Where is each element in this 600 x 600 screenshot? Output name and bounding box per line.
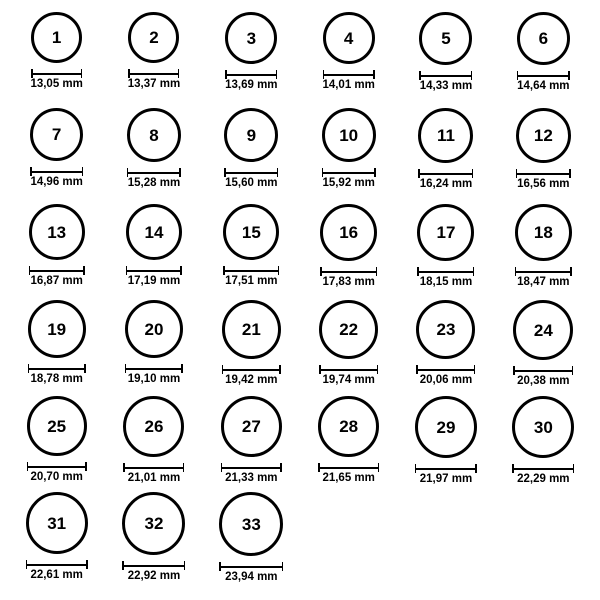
dimension-tick-left bbox=[516, 169, 518, 178]
ring-size-label: 3 bbox=[246, 28, 257, 48]
ring-size-label: 27 bbox=[241, 417, 261, 436]
ring-circle bbox=[223, 204, 279, 260]
dimension-bar bbox=[516, 173, 571, 175]
ring-size-label: 13 bbox=[47, 222, 67, 242]
ring-size-label: 5 bbox=[441, 29, 451, 48]
ring-size-cell bbox=[105, 396, 202, 492]
dimension-tick-right bbox=[184, 561, 186, 570]
ring-size-cell bbox=[495, 396, 592, 492]
ring-circle bbox=[320, 204, 377, 261]
ring-size-label: 22 bbox=[339, 320, 359, 339]
ring-size-cell bbox=[495, 204, 592, 300]
dimension-tick-right bbox=[82, 167, 84, 176]
dimension-tick-right bbox=[573, 464, 575, 473]
dimension-annotation bbox=[128, 69, 180, 91]
ring-size-label: 30 bbox=[533, 417, 553, 437]
dimension-annotation bbox=[123, 463, 184, 485]
ring-size-cell bbox=[397, 204, 494, 300]
ring-diameter-label: 22,92 mm bbox=[127, 570, 181, 582]
dimension-tick-right bbox=[278, 266, 280, 275]
dimension-tick-right bbox=[373, 70, 375, 79]
ring-size-cell bbox=[203, 396, 300, 492]
ring-diameter-label: 14,96 mm bbox=[30, 176, 83, 188]
ring-size-cell bbox=[105, 204, 202, 300]
dimension-annotation bbox=[125, 364, 183, 386]
ring-diameter-label: 14,33 mm bbox=[419, 80, 473, 92]
dimension-tick-left bbox=[517, 71, 519, 80]
dimension-bar bbox=[219, 566, 283, 568]
dimension-annotation bbox=[322, 168, 376, 190]
dimension-tick-right bbox=[179, 168, 181, 177]
dimension-line bbox=[419, 71, 472, 79]
ring-diameter-label: 23,94 mm bbox=[225, 571, 278, 583]
dimension-tick-right bbox=[572, 366, 574, 375]
dimension-tick-right bbox=[374, 168, 376, 177]
ring-size-cell bbox=[105, 12, 202, 108]
dimension-bar bbox=[222, 369, 281, 371]
dimension-bar bbox=[122, 565, 185, 567]
dimension-annotation bbox=[319, 365, 378, 387]
dimension-annotation bbox=[223, 266, 279, 288]
ring-diameter-label: 19,42 mm bbox=[225, 374, 278, 386]
dimension-tick-left bbox=[416, 365, 418, 374]
dimension-line bbox=[219, 562, 283, 570]
ring-size-cell bbox=[8, 12, 105, 108]
dimension-tick-right bbox=[377, 365, 379, 374]
dimension-tick-left bbox=[26, 560, 28, 569]
ring-diameter-label: 21,01 mm bbox=[127, 472, 181, 484]
dimension-annotation bbox=[418, 169, 473, 191]
dimension-line bbox=[319, 365, 378, 373]
dimension-bar bbox=[26, 564, 88, 566]
dimension-annotation bbox=[26, 560, 88, 582]
ring-size-label: 10 bbox=[339, 125, 359, 145]
dimension-tick-right bbox=[475, 464, 477, 473]
dimension-line bbox=[418, 169, 473, 177]
ring-diameter-label: 18,47 mm bbox=[517, 276, 570, 288]
dimension-annotation bbox=[221, 463, 282, 485]
dimension-bar bbox=[127, 172, 181, 174]
ring-circle bbox=[31, 12, 82, 63]
ring-circle bbox=[219, 492, 283, 556]
dimension-bar bbox=[30, 171, 83, 173]
dimension-tick-right bbox=[276, 70, 278, 79]
ring-size-label: 21 bbox=[241, 320, 261, 339]
dimension-bar bbox=[31, 73, 82, 75]
ring-size-cell bbox=[397, 12, 494, 108]
dimension-line bbox=[125, 364, 183, 372]
ring-size-label: 2 bbox=[149, 28, 159, 47]
dimension-bar bbox=[318, 467, 379, 469]
dimension-annotation bbox=[27, 462, 87, 484]
dimension-tick-right bbox=[183, 463, 185, 472]
dimension-bar bbox=[517, 75, 570, 77]
ring-diameter-label: 13,69 mm bbox=[225, 79, 278, 91]
dimension-tick-left bbox=[319, 365, 321, 374]
dimension-tick-left bbox=[418, 169, 420, 178]
dimension-tick-right bbox=[473, 267, 475, 276]
ring-diameter-label: 21,65 mm bbox=[322, 472, 375, 484]
dimension-tick-left bbox=[515, 267, 517, 276]
ring-size-label: 18 bbox=[533, 223, 553, 242]
ring-size-cell bbox=[8, 204, 105, 300]
ring-diameter-label: 17,19 mm bbox=[127, 275, 181, 287]
ring-diameter-label: 19,10 mm bbox=[127, 373, 181, 385]
ring-size-label: 24 bbox=[533, 320, 553, 340]
dimension-tick-left bbox=[127, 168, 129, 177]
ring-size-label: 8 bbox=[149, 125, 159, 145]
ring-size-cell bbox=[300, 204, 397, 300]
ring-diameter-label: 22,29 mm bbox=[517, 473, 570, 485]
ring-circle bbox=[515, 204, 572, 261]
dimension-line bbox=[122, 561, 185, 569]
ring-diameter-label: 17,51 mm bbox=[225, 275, 278, 287]
dimension-bar bbox=[513, 370, 573, 372]
dimension-annotation bbox=[126, 266, 182, 288]
dimension-annotation bbox=[222, 365, 281, 387]
ring-circle bbox=[419, 12, 472, 65]
ring-diameter-label: 15,92 mm bbox=[322, 177, 375, 189]
ring-diameter-label: 22,61 mm bbox=[30, 569, 83, 581]
dimension-bar bbox=[415, 468, 477, 470]
ring-size-cell bbox=[203, 12, 300, 108]
dimension-bar bbox=[320, 271, 377, 273]
ring-size-label: 26 bbox=[144, 417, 164, 436]
ring-circle bbox=[418, 108, 473, 163]
dimension-tick-left bbox=[323, 70, 325, 79]
dimension-tick-right bbox=[282, 562, 284, 571]
ring-circle bbox=[26, 492, 88, 554]
dimension-bar bbox=[319, 369, 378, 371]
ring-size-cell bbox=[203, 300, 300, 396]
dimension-annotation bbox=[416, 365, 475, 387]
dimension-tick-left bbox=[222, 365, 224, 374]
dimension-bar bbox=[28, 368, 86, 370]
ring-size-label: 32 bbox=[144, 514, 164, 533]
ring-size-cell bbox=[397, 300, 494, 396]
dimension-line bbox=[223, 266, 279, 274]
dimension-bar bbox=[225, 74, 277, 76]
dimension-annotation bbox=[512, 464, 574, 486]
dimension-tick-right bbox=[279, 365, 281, 374]
dimension-bar bbox=[29, 270, 85, 272]
ring-diameter-label: 20,70 mm bbox=[30, 471, 83, 483]
dimension-line bbox=[126, 266, 182, 274]
ring-circle bbox=[517, 12, 570, 65]
dimension-tick-right bbox=[568, 71, 570, 80]
ring-size-cell bbox=[495, 108, 592, 204]
dimension-line bbox=[224, 168, 278, 176]
dimension-line bbox=[127, 168, 181, 176]
dimension-tick-left bbox=[219, 562, 221, 571]
ring-size-label: 11 bbox=[436, 126, 455, 145]
dimension-bar bbox=[223, 270, 279, 272]
dimension-line bbox=[322, 168, 376, 176]
ring-circle bbox=[221, 396, 282, 457]
dimension-tick-left bbox=[123, 463, 125, 472]
dimension-annotation bbox=[30, 69, 82, 91]
dimension-bar bbox=[224, 172, 278, 174]
dimension-tick-left bbox=[29, 266, 31, 275]
ring-diameter-label: 15,28 mm bbox=[127, 177, 181, 189]
ring-circle bbox=[123, 396, 184, 457]
dimension-annotation bbox=[415, 464, 477, 486]
dimension-tick-left bbox=[415, 464, 417, 473]
ring-diameter-label: 19,74 mm bbox=[322, 374, 375, 386]
ring-diameter-label: 21,33 mm bbox=[225, 472, 278, 484]
dimension-annotation bbox=[127, 168, 181, 190]
dimension-tick-right bbox=[180, 266, 182, 275]
ring-size-cell bbox=[105, 108, 202, 204]
ring-circle bbox=[125, 300, 183, 358]
dimension-line bbox=[26, 560, 88, 568]
dimension-annotation bbox=[516, 169, 571, 191]
dimension-bar bbox=[323, 74, 375, 76]
dimension-annotation bbox=[320, 267, 377, 289]
dimension-tick-right bbox=[277, 168, 279, 177]
ring-circle bbox=[29, 204, 85, 260]
ring-size-label: 6 bbox=[538, 29, 549, 48]
dimension-line bbox=[222, 365, 281, 373]
ring-size-cell bbox=[300, 108, 397, 204]
ring-size-cell bbox=[203, 204, 300, 300]
dimension-tick-left bbox=[318, 463, 320, 472]
ring-size-cell bbox=[495, 300, 592, 396]
dimension-annotation bbox=[517, 71, 570, 93]
ring-size-cell bbox=[300, 12, 397, 108]
dimension-tick-left bbox=[513, 366, 515, 375]
dimension-annotation bbox=[29, 266, 85, 288]
ring-diameter-label: 17,83 mm bbox=[322, 276, 375, 288]
dimension-tick-right bbox=[178, 69, 180, 78]
ring-circle bbox=[318, 396, 379, 457]
dimension-tick-left bbox=[126, 266, 128, 275]
ring-circle bbox=[126, 204, 182, 260]
dimension-annotation bbox=[224, 168, 278, 190]
dimension-line bbox=[515, 267, 572, 275]
dimension-tick-left bbox=[320, 267, 322, 276]
dimension-line bbox=[516, 169, 571, 177]
dimension-tick-right bbox=[471, 71, 473, 80]
dimension-line bbox=[517, 71, 570, 79]
ring-size-label: 33 bbox=[241, 514, 261, 534]
dimension-annotation bbox=[30, 167, 83, 189]
ring-diameter-label: 18,78 mm bbox=[30, 373, 83, 385]
ring-circle bbox=[225, 12, 277, 64]
ring-circle bbox=[128, 12, 179, 63]
ring-circle bbox=[416, 300, 475, 359]
ring-size-cell bbox=[203, 492, 300, 588]
dimension-tick-right bbox=[378, 463, 380, 472]
ring-size-label: 19 bbox=[47, 319, 67, 339]
ring-size-cell bbox=[105, 492, 202, 588]
ring-size-label: 9 bbox=[246, 125, 257, 145]
ring-diameter-label: 13,37 mm bbox=[127, 78, 181, 90]
ring-circle bbox=[512, 396, 574, 458]
ring-size-label: 28 bbox=[339, 417, 359, 436]
dimension-annotation bbox=[318, 463, 379, 485]
dimension-tick-left bbox=[224, 168, 226, 177]
ring-size-cell bbox=[8, 108, 105, 204]
dimension-tick-left bbox=[512, 464, 514, 473]
ring-circle bbox=[516, 108, 571, 163]
ring-size-cell bbox=[495, 12, 592, 108]
dimension-line bbox=[30, 167, 83, 175]
dimension-bar bbox=[417, 271, 474, 273]
dimension-tick-right bbox=[85, 462, 87, 471]
dimension-annotation bbox=[513, 366, 573, 388]
dimension-tick-right bbox=[569, 169, 571, 178]
ring-circle bbox=[27, 396, 87, 456]
dimension-bar bbox=[419, 75, 472, 77]
ring-size-label: 20 bbox=[144, 319, 164, 339]
ring-diameter-label: 20,06 mm bbox=[419, 374, 473, 386]
dimension-annotation bbox=[219, 562, 283, 584]
dimension-tick-left bbox=[31, 69, 33, 78]
ring-size-label: 12 bbox=[533, 126, 553, 145]
dimension-annotation bbox=[417, 267, 474, 289]
dimension-tick-left bbox=[27, 462, 29, 471]
dimension-line bbox=[221, 463, 282, 471]
dimension-tick-left bbox=[28, 364, 30, 373]
dimension-bar bbox=[221, 467, 282, 469]
dimension-line bbox=[318, 463, 379, 471]
dimension-tick-left bbox=[223, 266, 225, 275]
dimension-line bbox=[27, 462, 87, 470]
ring-diameter-label: 16,87 mm bbox=[30, 275, 83, 287]
ring-diameter-label: 18,15 mm bbox=[419, 276, 473, 288]
dimension-bar bbox=[126, 270, 182, 272]
ring-size-label: 7 bbox=[51, 125, 62, 144]
dimension-line bbox=[128, 69, 179, 77]
ring-size-cell bbox=[203, 108, 300, 204]
ring-size-label: 23 bbox=[436, 320, 456, 339]
dimension-line bbox=[320, 267, 377, 275]
dimension-tick-right bbox=[81, 69, 83, 78]
ring-size-label: 4 bbox=[343, 28, 354, 48]
dimension-line bbox=[123, 463, 184, 471]
dimension-tick-right bbox=[474, 365, 476, 374]
dimension-bar bbox=[128, 73, 179, 75]
ring-size-label: 17 bbox=[436, 223, 456, 242]
dimension-line bbox=[323, 70, 375, 78]
dimension-bar bbox=[125, 368, 183, 370]
dimension-bar bbox=[416, 369, 475, 371]
dimension-tick-left bbox=[417, 267, 419, 276]
dimension-annotation bbox=[322, 70, 374, 92]
dimension-line bbox=[417, 267, 474, 275]
ring-size-cell bbox=[8, 492, 105, 588]
dimension-tick-right bbox=[570, 267, 572, 276]
ring-circle bbox=[322, 108, 376, 162]
dimension-tick-right bbox=[84, 364, 86, 373]
dimension-tick-right bbox=[86, 560, 88, 569]
dimension-annotation bbox=[419, 71, 472, 93]
ring-size-cell bbox=[8, 300, 105, 396]
dimension-tick-left bbox=[122, 561, 124, 570]
dimension-bar bbox=[27, 466, 87, 468]
dimension-bar bbox=[123, 467, 184, 469]
ring-circle bbox=[415, 396, 477, 458]
dimension-line bbox=[415, 464, 477, 472]
dimension-tick-left bbox=[128, 69, 130, 78]
ring-circle bbox=[30, 108, 83, 161]
dimension-bar bbox=[515, 271, 572, 273]
ring-diameter-label: 21,97 mm bbox=[419, 473, 473, 485]
ring-size-cell bbox=[397, 396, 494, 492]
ring-diameter-label: 14,01 mm bbox=[322, 79, 375, 91]
dimension-line bbox=[29, 266, 85, 274]
ring-size-cell bbox=[300, 300, 397, 396]
dimension-annotation bbox=[225, 70, 277, 92]
dimension-tick-left bbox=[322, 168, 324, 177]
dimension-tick-right bbox=[181, 364, 183, 373]
ring-circle bbox=[417, 204, 474, 261]
ring-size-label: 14 bbox=[144, 222, 164, 242]
ring-diameter-label: 20,38 mm bbox=[517, 375, 570, 387]
dimension-annotation bbox=[28, 364, 86, 386]
ring-size-label: 15 bbox=[241, 222, 261, 242]
ring-diameter-label: 16,56 mm bbox=[517, 178, 570, 190]
ring-size-label: 25 bbox=[47, 416, 67, 436]
ring-size-label: 29 bbox=[436, 417, 456, 437]
ring-diameter-label: 13,05 mm bbox=[30, 78, 83, 90]
dimension-bar bbox=[322, 172, 376, 174]
dimension-tick-left bbox=[225, 70, 227, 79]
dimension-tick-right bbox=[280, 463, 282, 472]
ring-circle bbox=[28, 300, 86, 358]
dimension-tick-right bbox=[83, 266, 85, 275]
ring-circle bbox=[127, 108, 181, 162]
dimension-tick-left bbox=[125, 364, 127, 373]
ring-size-grid bbox=[8, 12, 592, 588]
ring-circle bbox=[323, 12, 375, 64]
ring-size-cell bbox=[8, 396, 105, 492]
dimension-tick-left bbox=[30, 167, 32, 176]
ring-diameter-label: 16,24 mm bbox=[419, 178, 473, 190]
ring-size-cell bbox=[300, 396, 397, 492]
dimension-line bbox=[28, 364, 86, 372]
ring-circle bbox=[513, 300, 573, 360]
dimension-tick-left bbox=[221, 463, 223, 472]
ring-circle bbox=[319, 300, 378, 359]
dimension-line bbox=[416, 365, 475, 373]
dimension-line bbox=[513, 366, 573, 374]
dimension-tick-right bbox=[472, 169, 474, 178]
ring-circle bbox=[122, 492, 185, 555]
ring-size-label: 1 bbox=[51, 28, 62, 47]
dimension-line bbox=[31, 69, 82, 77]
dimension-bar bbox=[512, 468, 574, 470]
ring-size-cell bbox=[105, 300, 202, 396]
ring-circle bbox=[224, 108, 278, 162]
dimension-annotation bbox=[122, 561, 185, 583]
dimension-line bbox=[512, 464, 574, 472]
dimension-tick-left bbox=[419, 71, 421, 80]
dimension-annotation bbox=[515, 267, 572, 289]
ring-diameter-label: 15,60 mm bbox=[225, 177, 278, 189]
ring-diameter-label: 14,64 mm bbox=[517, 80, 570, 92]
ring-size-label: 31 bbox=[47, 513, 67, 533]
dimension-tick-right bbox=[376, 267, 378, 276]
ring-size-cell bbox=[397, 108, 494, 204]
dimension-line bbox=[225, 70, 277, 78]
ring-size-label: 16 bbox=[339, 223, 359, 242]
dimension-bar bbox=[418, 173, 473, 175]
ring-circle bbox=[222, 300, 281, 359]
